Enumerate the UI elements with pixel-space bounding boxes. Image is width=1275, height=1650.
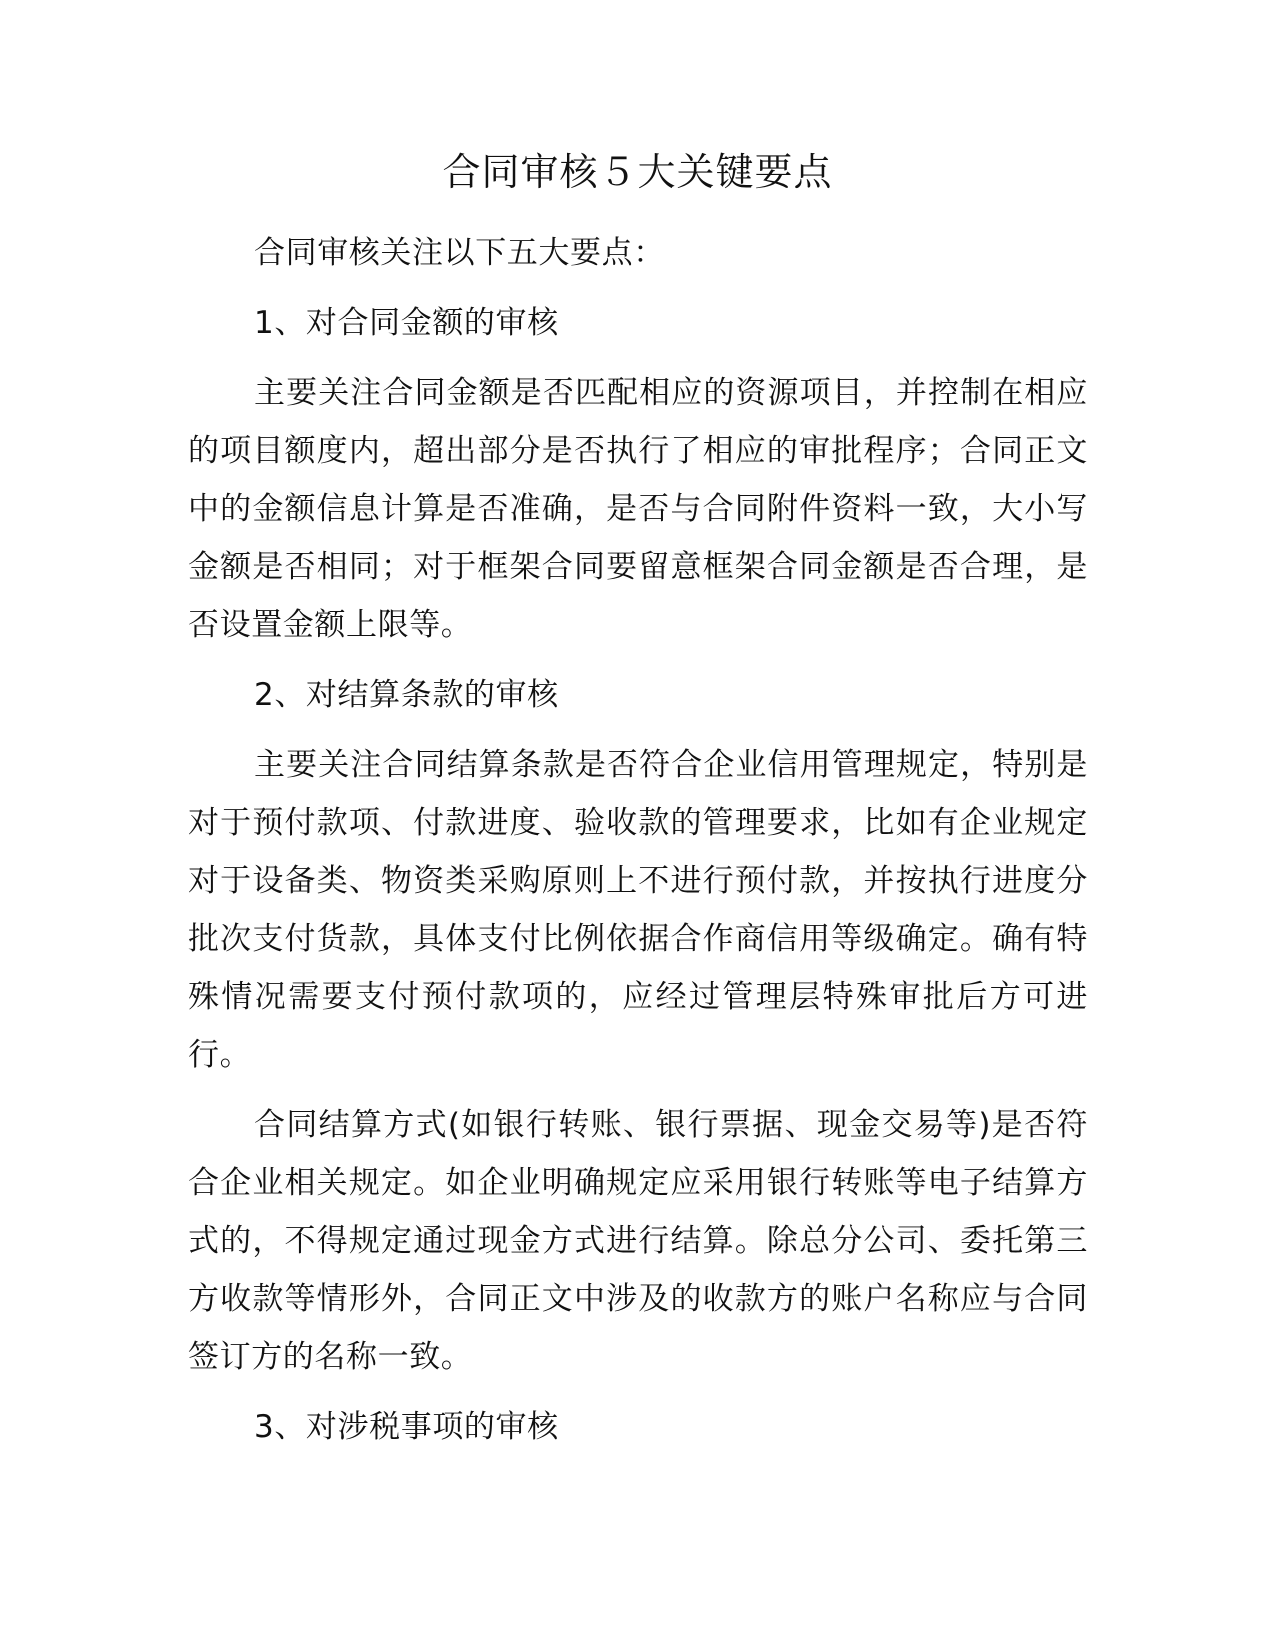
section-paragraph-settlement-terms: 主要关注合同结算条款是否符合企业信用管理规定，特别是对于预付款项、付款进度、验收款的管理要求，比如有企业规定对于设备类、物资类采购原则上不进行预付款，并按执行进度分批次支付货款，具体支付比例依据合作商信用等级确定。确有特殊情况需要支付预付款项的，应经过管理层特殊审批后方可进行。 [188,747,1088,1073]
section-heading-tax: 3、对涉税事项的审核 [254,1409,559,1445]
document-title: 合同审核５大关键要点 [442,150,833,194]
section-paragraph-settlement-method: 合同结算方式(如银行转账、银行票据、现金交易等)是否符合企业相关规定。如企业明确规定应采用银行转账等电子结算方式的，不得规定通过现金方式进行结算。除总分公司、委托第三方收款等情形外，合同正文中涉及的收款方的账户名称应与合同签订方的名称一致。 [188,1107,1088,1375]
intro-paragraph: 合同审核关注以下五大要点： [254,235,665,271]
section-heading-settlement: 2、对结算条款的审核 [254,677,559,713]
section-heading-amount: 1、对合同金额的审核 [254,305,559,341]
section-paragraph-amount: 主要关注合同金额是否匹配相应的资源项目，并控制在相应的项目额度内，超出部分是否执行了相应的审批程序；合同正文中的金额信息计算是否准确，是否与合同附件资料一致，大小写金额是否相同；对于框架合同要留意框架合同金额是否合理，是否设置金额上限等。 [188,375,1088,643]
document-body [188,224,1088,1468]
